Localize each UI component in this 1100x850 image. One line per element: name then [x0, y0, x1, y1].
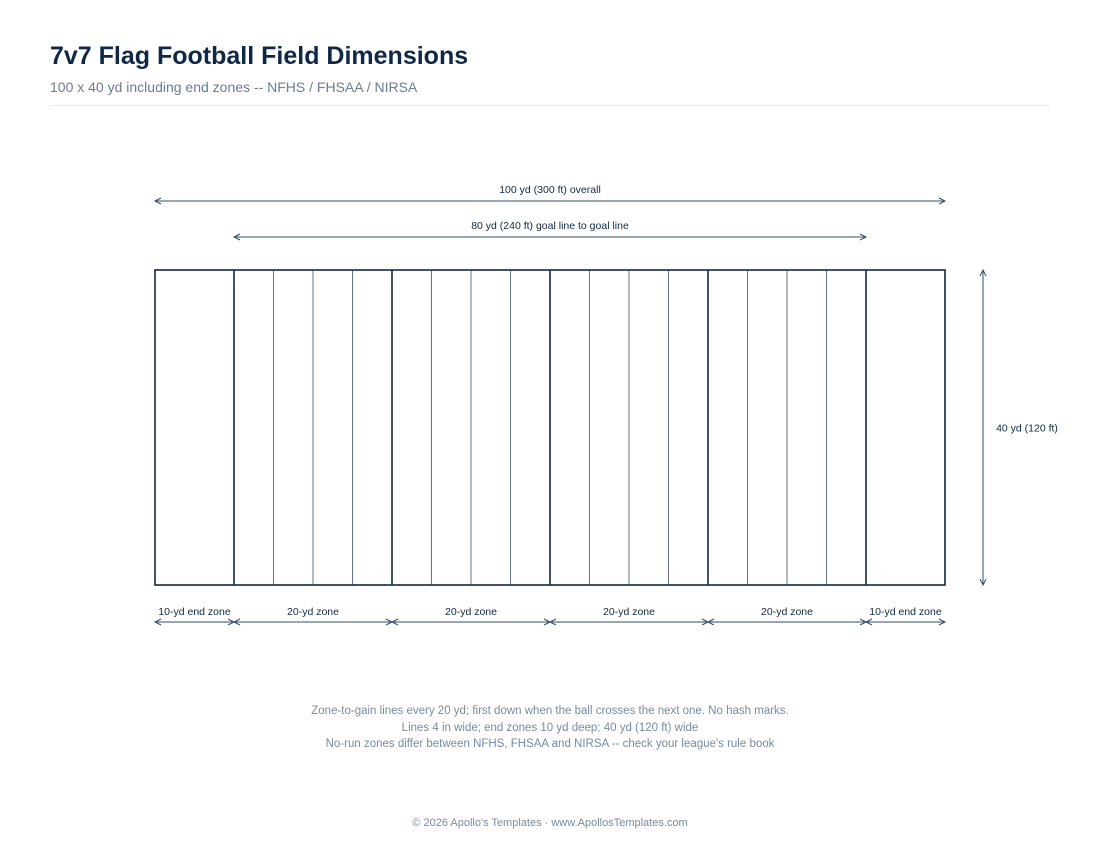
zone-label-1: 20-yd zone — [287, 606, 339, 618]
notes — [0, 703, 1100, 753]
overall-dimension-label: 100 yd (300 ft) overall — [499, 184, 601, 196]
note-line-3: No-run zones differ between NFHS, FHSAA and NIRSA -- check your league's rule book — [325, 738, 775, 750]
footer: © 2026 Apollo's Templates · www.ApollosTemplates.com — [412, 817, 688, 829]
page-title: 7v7 Flag Football Field Dimensions — [50, 42, 469, 70]
goal-to-goal-dimension — [234, 220, 866, 240]
zone-dimensions — [155, 606, 945, 625]
zone-label-2: 20-yd zone — [445, 606, 497, 618]
width-dimension-label: 40 yd (120 ft) — [996, 422, 1058, 435]
page-subtitle: 100 x 40 yd including end zones -- NFHS / FHSAA / NIRSA — [50, 79, 418, 95]
zone-label-0: 10-yd end zone — [158, 606, 231, 618]
overall-dimension — [155, 184, 945, 204]
note-line-2: Lines 4 in wide; end zones 10 yd deep; 40 yd (120 ft) wide — [401, 721, 699, 734]
goal-to-goal-label: 80 yd (240 ft) goal line to goal line — [471, 220, 629, 232]
zone-label-3: 20-yd zone — [603, 606, 655, 618]
zone-label-5: 10-yd end zone — [869, 606, 942, 618]
field-lines — [155, 270, 945, 585]
zone-label-4: 20-yd zone — [761, 606, 813, 618]
width-dimension — [980, 270, 1058, 585]
note-line-1: Zone-to-gain lines every 20 yd; first down when the ball crosses the next one. No hash marks. — [311, 705, 789, 717]
